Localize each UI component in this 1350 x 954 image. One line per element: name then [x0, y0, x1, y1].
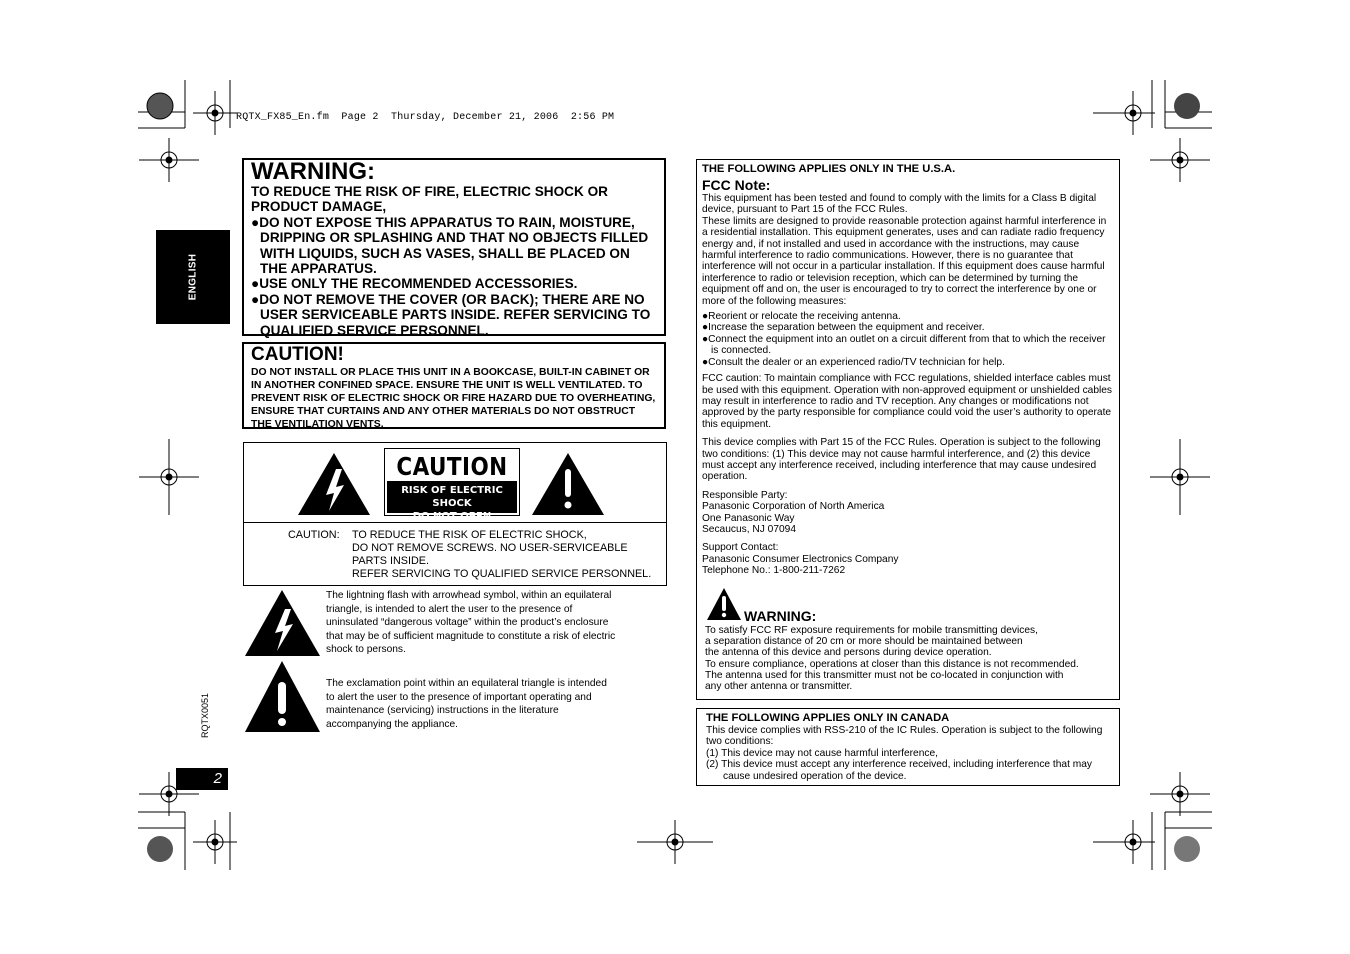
caution-caption-lines: [352, 529, 672, 581]
language-tab: [156, 230, 230, 324]
lightning-warning-icon: [296, 451, 372, 517]
warning-list: [251, 215, 657, 338]
responsible-line: Responsible Party:: [702, 489, 788, 501]
part15-statement: This device complies with Part 15 of the FCC Rules. Operation is subject to the following two conditions: (1) This device may not cause harmful interference, and (2) this device must accept any interference received, including interference that may cause undesired operation.: [702, 437, 1101, 483]
caution-label-box: [243, 442, 667, 586]
warning-intro: TO REDUCE THE RISK OF FIRE, ELECTRIC SHOCK OR PRODUCT DAMAGE,: [251, 184, 608, 215]
support-line: Telephone No.: 1-800-211-7262: [702, 565, 846, 577]
fcc-note-title: FCC Note:: [702, 177, 771, 193]
canada-section: [696, 708, 1120, 786]
warning-box: [242, 158, 666, 336]
exclamation-triangle-icon: [244, 660, 321, 733]
lightning-explanation: The lightning flash with arrowhead symbol, within an equilateral triangle, is intended to alert the user to the presence of uninsulated “dangerous voltage” within the product’s enclosure that may be of sufficient magnitude to constitute a risk of electric shock to persons.: [326, 590, 616, 656]
caution-title: CAUTION!: [251, 344, 344, 365]
rf-warning-body: [705, 625, 1119, 692]
canada-condition: (2) This device must accept any interference received, including interference that may cause undesired operation of the device.: [706, 759, 1092, 782]
caution-label-line2: DO NOT OPEN: [412, 511, 492, 522]
exclamation-explanation: The exclamation point within an equilateral triangle is intended to alert the user to the presence of important operating and maintenance (servicing) instructions in the literature accompanying the appliance.: [326, 678, 607, 730]
fcc-paragraph: These limits are designed to provide reasonable protection against harmful interference in a residential installation. This equipment generates, uses and can radiate radio frequency energy and, if not installed and used in accordance with the instructions, may cause harmful interference to radio communications. However, there is no guarantee that interference will not occur in a particular installation. If this equipment does cause harmful interference to radio or television reception, which can be determined by turning the equipment off and on, the user is encouraged to try to correct the interference by one or more of the following measures:: [702, 215, 1107, 307]
caution-body: DO NOT INSTALL OR PLACE THIS UNIT IN A BOOKCASE, BUILT-IN CABINET OR IN ANOTHER CONFINED SPACE. ENSURE THE UNIT IS WELL VENTILATED. TO PREVENT RISK OF ELECTRIC SHOCK OR FIRE HAZARD DUE TO OVERHEATING, ENSURE THAT CURTAINS AND ANY OTHER MATERIALS DO NOT OBSTRUCT THE VENTILATION VENTS.: [251, 367, 656, 430]
caption-line: DO NOT REMOVE SCREWS. NO USER-SERVICEABLE: [352, 542, 628, 554]
measure-item: ●Reorient or relocate the receiving antenna.: [702, 311, 901, 323]
rf-line: any other antenna or transmitter.: [705, 681, 853, 693]
lightning-triangle-icon: [244, 589, 321, 657]
responsible-line: One Panasonic Way: [702, 512, 795, 524]
canada-condition: (1) This device may not cause harmful interference,: [706, 747, 938, 759]
usa-heading: THE FOLLOWING APPLIES ONLY IN THE U.S.A.: [702, 163, 956, 175]
support-contact: [702, 542, 1114, 576]
rf-line: The antenna used for this transmitter must not be co-located in conjunction with: [705, 669, 1064, 681]
rf-line: To ensure compliance, operations at closer than this distance is not recommended.: [705, 658, 1079, 670]
warning-title: WARNING:: [251, 158, 375, 185]
rf-warning-icon: [706, 587, 742, 621]
caution-label-strip: [387, 481, 517, 522]
warning-item: ●DO NOT EXPOSE THIS APPARATUS TO RAIN, MOISTURE, DRIPPING OR SPLASHING AND THAT NO OBJECTS FILLED WITH LIQUIDS, SUCH AS VASES, SHALL BE PLACED ON THE APPARATUS.: [251, 214, 649, 277]
support-line: Support Contact:: [702, 542, 779, 554]
fcc-caution: FCC caution: To maintain compliance with FCC regulations, shielded interface cables must be used with this equipment. Operation with non-approved equipment or unshielded cables may result in interference to radio and TV reception. Any changes or modifications not approved by the party responsible for compliance could void the user’s authority to operate this equipment.: [702, 373, 1113, 430]
fcc-measures-list: [702, 311, 1114, 368]
usa-section: [696, 159, 1120, 700]
page-number: 2: [176, 768, 228, 790]
support-line: Panasonic Consumer Electronics Company: [702, 553, 899, 565]
document-code: RQTX0051: [200, 692, 210, 738]
rf-line: the antenna of this device and persons during device operation.: [705, 647, 992, 659]
caption-line: REFER SERVICING TO QUALIFIED SERVICE PERSONNEL.: [352, 568, 652, 580]
measure-item: ●Consult the dealer or an experienced radio/TV technician for help.: [702, 356, 1005, 368]
warning-item: ●USE ONLY THE RECOMMENDED ACCESSORIES.: [251, 276, 578, 292]
rf-line: a separation distance of 20 cm or more should be maintained between: [705, 636, 1023, 648]
caption-line: TO REDUCE THE RISK OF ELECTRIC SHOCK,: [352, 529, 587, 541]
caution-caption-key: CAUTION:: [288, 529, 340, 541]
responsible-line: Secaucus, NJ 07094: [702, 523, 797, 535]
caution-label-line1: RISK OF ELECTRIC SHOCK: [401, 485, 503, 509]
canada-intro: This device complies with RSS-210 of the IC Rules. Operation is subject to the following two conditions:: [706, 725, 1103, 748]
responsible-line: Panasonic Corporation of North America: [702, 501, 885, 513]
canada-heading: THE FOLLOWING APPLIES ONLY IN CANADA: [706, 712, 950, 724]
rf-line: To satisfy FCC RF exposure requirements for mobile transmitting devices,: [705, 625, 1038, 636]
measure-item: ●Increase the separation between the equipment and receiver.: [702, 322, 985, 334]
label-divider: [244, 522, 666, 523]
language-tab-label: ENGLISH: [187, 253, 199, 301]
responsible-party: [702, 490, 1114, 536]
warning-item: ●DO NOT REMOVE THE COVER (OR BACK); THERE ARE NO USER SERVICEABLE PARTS INSIDE. REFER SERVICING TO QUALIFIED SERVICE PERSONNEL.: [251, 291, 651, 338]
rf-warning-title: WARNING:: [744, 608, 817, 624]
caution-box: [242, 342, 666, 429]
caution-label-plate: [384, 448, 520, 522]
caption-line: PARTS INSIDE.: [352, 555, 429, 567]
measure-item: ●Connect the equipment into an outlet on a circuit different from that to which the receiver is connected.: [702, 333, 1106, 357]
fcc-paragraph: This equipment has been tested and found to comply with the limits for a Class B digital device, pursuant to Part 15 of the FCC Rules.: [702, 193, 1097, 216]
caution-label-big: CAUTION: [396, 452, 508, 481]
exclamation-warning-icon: [530, 451, 606, 517]
file-header-line: RQTX_FX85_En.fm Page 2 Thursday, December 21, 2006 2:56 PM: [236, 112, 615, 123]
